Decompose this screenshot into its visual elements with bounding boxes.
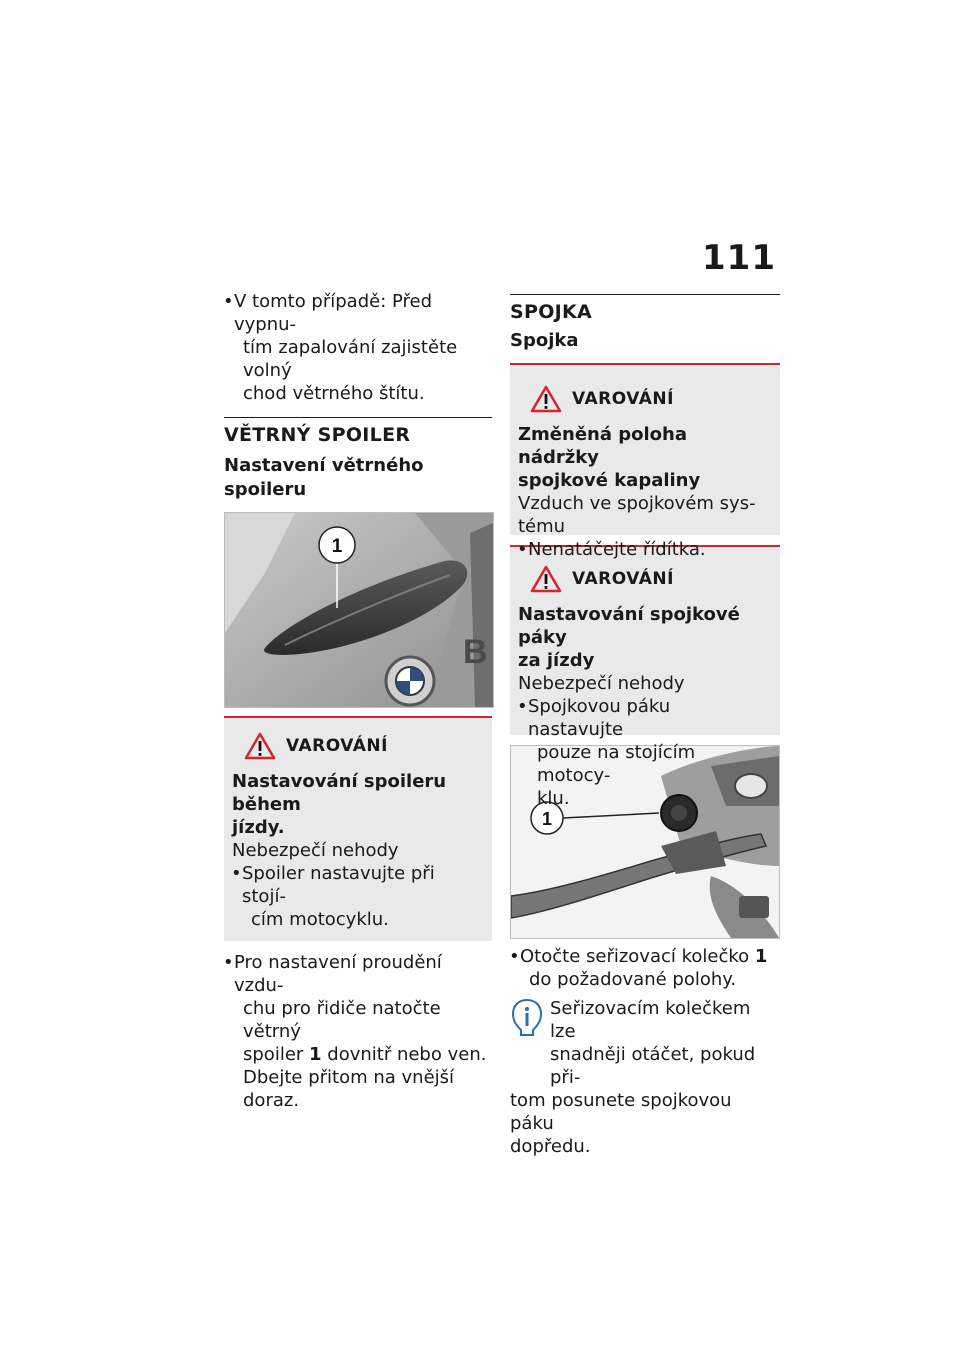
warning-bullet-line-2: cím motocyklu. xyxy=(251,909,389,930)
step-line-2: chu pro řidiče natočte větrný xyxy=(243,998,441,1042)
clutch-warning-2 xyxy=(510,545,780,809)
step-text: spoiler xyxy=(243,1044,310,1065)
warning-hazard: Nebezpečí nehody xyxy=(518,673,685,694)
step-text: Otočte seřizovací kolečko xyxy=(520,946,755,967)
step-line-3 xyxy=(234,1043,492,1066)
bullet-dot: • xyxy=(517,696,528,717)
warning-title-line-2: za jízdy xyxy=(518,650,595,671)
warning-bullet-line-2: pouze na stojícím motocy- xyxy=(537,742,696,786)
step-ref: 1 xyxy=(309,1044,322,1065)
warning-body-line-2: tému xyxy=(518,516,566,537)
subsection-title: Nastavení větrného spoileru xyxy=(224,455,424,500)
info-icon xyxy=(510,997,544,1039)
warning-bullet-line-1: Spoiler nastavujte při stojí- xyxy=(242,863,435,907)
warning-bullet-line-1: Spojkovou páku nastavujte xyxy=(528,696,671,740)
step-line-4: Dbejte přitom na vnější doraz. xyxy=(243,1067,455,1111)
bullet-dot: • xyxy=(517,539,528,560)
note-line-3: tom posunete spojkovou páku xyxy=(510,1090,732,1134)
step-text: dovnitř nebo ven. xyxy=(321,1044,487,1065)
step-line-1: Pro nastavení proudění vzdu- xyxy=(234,952,442,996)
right-column xyxy=(510,294,780,1158)
step-line-2: do požadované polohy. xyxy=(529,969,737,990)
warning-triangle-icon xyxy=(244,732,276,760)
bullet-dot: • xyxy=(223,952,234,973)
warning-hazard: Nebezpečí nehody xyxy=(232,840,399,861)
svg-text:B: B xyxy=(463,633,488,671)
page-number: 111 xyxy=(702,238,776,278)
figure2-callout: 1 xyxy=(541,809,553,829)
warning-label: VAROVÁNÍ xyxy=(572,569,674,589)
warning-bullet xyxy=(518,695,770,810)
spoiler-illustration xyxy=(225,513,493,707)
intro-line-1: V tomto případě: Před vypnu- xyxy=(234,291,433,335)
warning-label: VAROVÁNÍ xyxy=(286,736,388,756)
step-line-1 xyxy=(520,945,780,968)
warning-title-line-2: jízdy. xyxy=(232,817,285,838)
spoiler-warning xyxy=(224,716,492,941)
warning-title-line-2: spojkové kapaliny xyxy=(518,470,701,491)
intro-line-2: tím zapalování zajistěte volný xyxy=(243,337,458,381)
warning-bullet xyxy=(518,538,770,561)
intro-bullet xyxy=(224,290,492,405)
warning-title-line-1: Nastavování spojkové páky xyxy=(518,604,740,648)
warning-body-line-1: Vzduch ve spojkovém sys- xyxy=(518,493,756,514)
clutch-warning-1 xyxy=(510,363,780,560)
step-ref: 1 xyxy=(754,946,768,967)
info-note xyxy=(510,997,780,1158)
subsection-title: Spojka xyxy=(510,330,579,351)
clutch-step xyxy=(510,945,780,991)
warning-bullet xyxy=(232,862,482,931)
warning-triangle-icon xyxy=(530,385,562,413)
note-line-1: Seřizovacím kolečkem lze xyxy=(550,998,751,1042)
warning-title-line-1: Změněná poloha nádržky xyxy=(518,424,688,468)
note-line-4: dopředu. xyxy=(510,1136,591,1157)
warning-label: VAROVÁNÍ xyxy=(572,389,674,409)
bullet-dot: • xyxy=(231,863,242,884)
warning-triangle-icon xyxy=(530,565,562,593)
section-divider xyxy=(224,417,492,418)
section-title: VĚTRNÝ SPOILER xyxy=(224,424,411,446)
bullet-dot: • xyxy=(223,291,234,312)
spoiler-step xyxy=(224,951,492,1112)
left-column xyxy=(224,290,492,1112)
bullet-dot: • xyxy=(509,946,520,967)
warning-bullet-text: Nenatáčejte řídítka. xyxy=(528,539,706,560)
section-divider xyxy=(510,294,780,295)
figure1-callout: 1 xyxy=(331,536,343,557)
section-title: SPOJKA xyxy=(510,301,593,323)
spoiler-figure xyxy=(224,512,494,708)
intro-line-3: chod větrného štítu. xyxy=(243,383,425,404)
note-line-2: snadněji otáčet, pokud při- xyxy=(550,1044,756,1088)
warning-bullet-line-3: klu. xyxy=(537,788,570,809)
warning-title-line-1: Nastavování spoileru během xyxy=(232,771,447,815)
